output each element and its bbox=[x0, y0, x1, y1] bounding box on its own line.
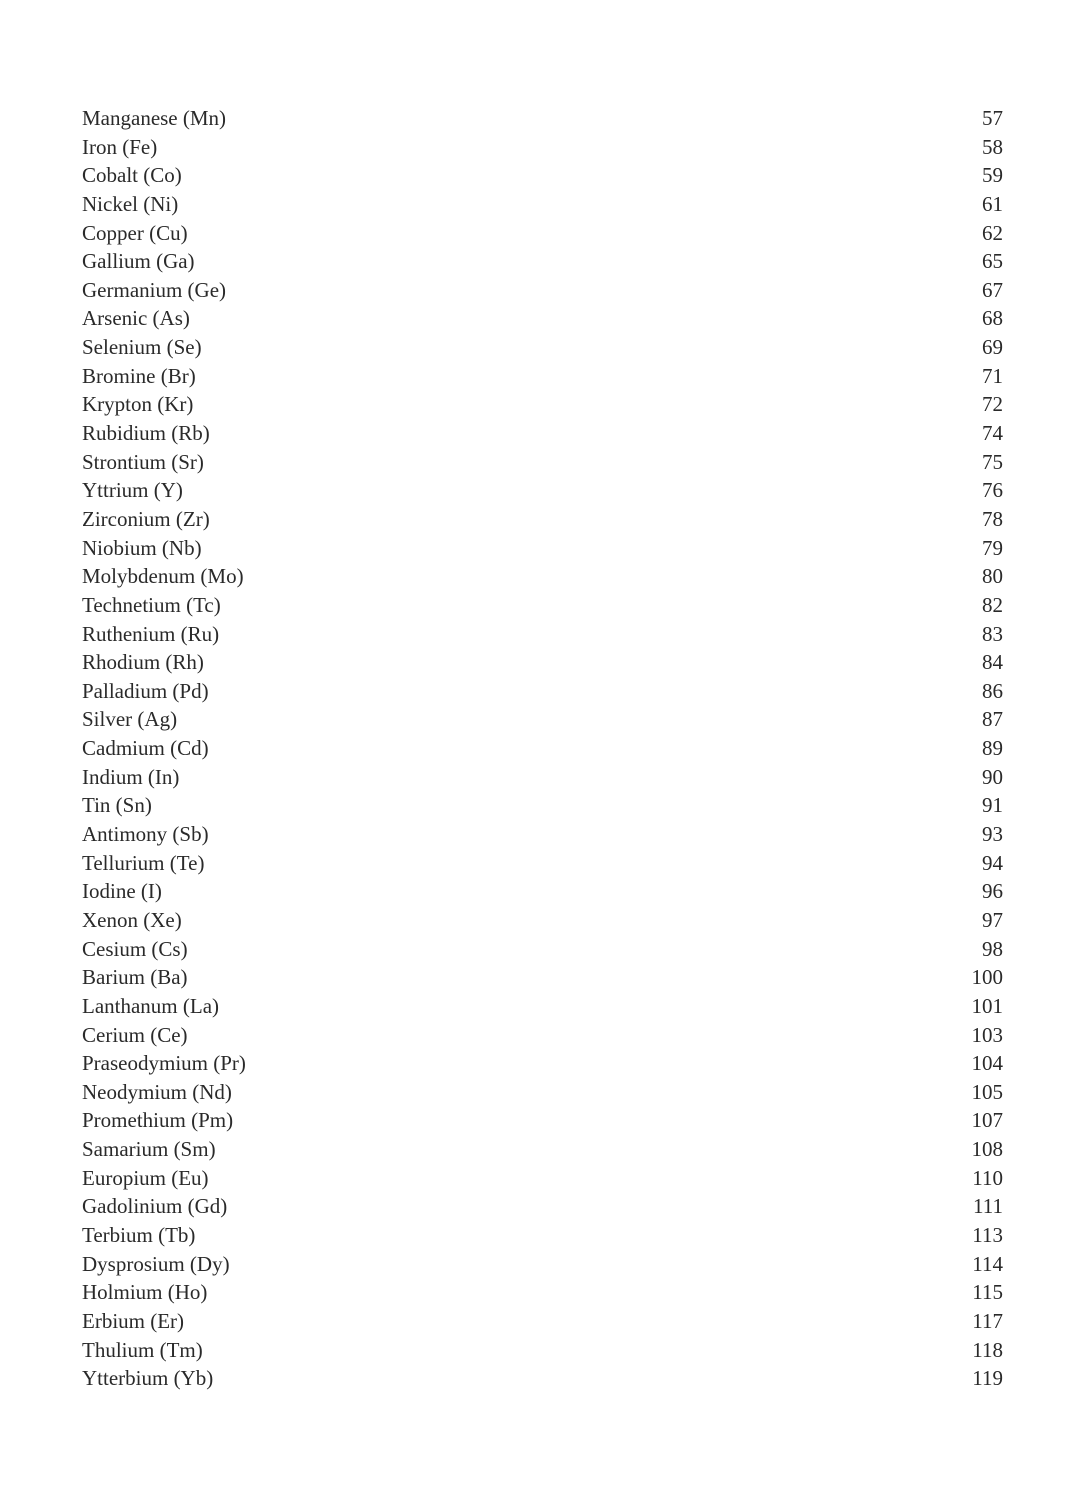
entry-name: Barium (Ba) bbox=[82, 965, 188, 990]
entry-name: Ruthenium (Ru) bbox=[82, 621, 220, 646]
toc-entry bbox=[82, 734, 1003, 763]
entry-name: Cadmium (Cd) bbox=[82, 736, 209, 761]
entry-name: Antimony (Sb) bbox=[82, 822, 209, 847]
entry-page-number: 96 bbox=[982, 879, 1003, 904]
toc-entry bbox=[82, 935, 1003, 964]
entry-page-number: 107 bbox=[971, 1108, 1003, 1133]
entry-name: Yttrium (Y) bbox=[82, 478, 183, 503]
entry-page-number: 65 bbox=[982, 249, 1003, 274]
entry-page-number: 117 bbox=[972, 1308, 1003, 1333]
toc-entry bbox=[82, 448, 1003, 477]
entry-name: Praseodymium (Pr) bbox=[82, 1051, 246, 1076]
toc-entry bbox=[82, 1049, 1003, 1078]
entry-page-number: 83 bbox=[982, 621, 1003, 646]
toc-entry bbox=[82, 1307, 1003, 1336]
entry-name: Technetium (Tc) bbox=[82, 592, 221, 617]
toc-entry bbox=[82, 1106, 1003, 1135]
toc-entry bbox=[82, 190, 1003, 219]
entry-name: Tellurium (Te) bbox=[82, 850, 205, 875]
entry-name: Erbium (Er) bbox=[82, 1308, 185, 1333]
entry-page-number: 113 bbox=[972, 1222, 1003, 1247]
entry-page-number: 68 bbox=[982, 306, 1003, 331]
toc-entry bbox=[82, 161, 1003, 190]
entry-name: Gadolinium (Gd) bbox=[82, 1194, 228, 1219]
entry-page-number: 111 bbox=[973, 1194, 1003, 1219]
entry-name: Bromine (Br) bbox=[82, 363, 196, 388]
entry-page-number: 91 bbox=[982, 793, 1003, 818]
entry-page-number: 89 bbox=[982, 736, 1003, 761]
entry-page-number: 101 bbox=[971, 993, 1003, 1018]
toc-entry bbox=[82, 1192, 1003, 1221]
entry-page-number: 114 bbox=[972, 1251, 1003, 1276]
toc-entry bbox=[82, 1336, 1003, 1365]
entry-page-number: 110 bbox=[972, 1165, 1003, 1190]
entry-page-number: 69 bbox=[982, 335, 1003, 360]
entry-name: Terbium (Tb) bbox=[82, 1222, 196, 1247]
entry-name: Thulium (Tm) bbox=[82, 1337, 203, 1362]
toc-entry bbox=[82, 1164, 1003, 1193]
entry-page-number: 62 bbox=[982, 220, 1003, 245]
toc-entry bbox=[82, 362, 1003, 391]
entry-page-number: 118 bbox=[972, 1337, 1003, 1362]
entry-name: Holmium (Ho) bbox=[82, 1280, 208, 1305]
toc-entry bbox=[82, 648, 1003, 677]
entry-page-number: 115 bbox=[972, 1280, 1003, 1305]
toc-entry bbox=[82, 304, 1003, 333]
table-of-contents bbox=[82, 104, 1003, 1393]
toc-entry bbox=[82, 1250, 1003, 1279]
entry-page-number: 72 bbox=[982, 392, 1003, 417]
entry-name: Silver (Ag) bbox=[82, 707, 178, 732]
entry-name: Promethium (Pm) bbox=[82, 1108, 234, 1133]
entry-name: Indium (In) bbox=[82, 764, 180, 789]
toc-entry bbox=[82, 505, 1003, 534]
entry-name: Copper (Cu) bbox=[82, 220, 188, 245]
entry-page-number: 94 bbox=[982, 850, 1003, 875]
entry-page-number: 108 bbox=[971, 1137, 1003, 1162]
entry-name: Samarium (Sm) bbox=[82, 1137, 216, 1162]
toc-entry bbox=[82, 476, 1003, 505]
toc-entry bbox=[82, 705, 1003, 734]
toc-entry bbox=[82, 247, 1003, 276]
entry-page-number: 75 bbox=[982, 449, 1003, 474]
entry-page-number: 93 bbox=[982, 822, 1003, 847]
entry-page-number: 119 bbox=[972, 1366, 1003, 1391]
entry-name: Neodymium (Nd) bbox=[82, 1079, 232, 1104]
entry-page-number: 86 bbox=[982, 678, 1003, 703]
entry-name: Lanthanum (La) bbox=[82, 993, 220, 1018]
entry-page-number: 103 bbox=[971, 1022, 1003, 1047]
entry-page-number: 57 bbox=[982, 106, 1003, 130]
entry-name: Palladium (Pd) bbox=[82, 678, 209, 703]
toc-entry bbox=[82, 390, 1003, 419]
toc-entry bbox=[82, 276, 1003, 305]
entry-name: Krypton (Kr) bbox=[82, 392, 194, 417]
toc-entry bbox=[82, 906, 1003, 935]
toc-entry bbox=[82, 820, 1003, 849]
toc-entry bbox=[82, 1078, 1003, 1107]
toc-entry bbox=[82, 1135, 1003, 1164]
entry-page-number: 59 bbox=[982, 163, 1003, 188]
entry-page-number: 104 bbox=[971, 1051, 1003, 1076]
toc-entry bbox=[82, 791, 1003, 820]
entry-page-number: 79 bbox=[982, 535, 1003, 560]
toc-entry bbox=[82, 963, 1003, 992]
entry-name: Cobalt (Co) bbox=[82, 163, 182, 188]
toc-entry bbox=[82, 849, 1003, 878]
entry-name: Arsenic (As) bbox=[82, 306, 190, 331]
entry-name: Nickel (Ni) bbox=[82, 191, 179, 216]
entry-page-number: 84 bbox=[982, 650, 1003, 675]
entry-page-number: 105 bbox=[971, 1079, 1003, 1104]
entry-name: Strontium (Sr) bbox=[82, 449, 204, 474]
toc-entry bbox=[82, 620, 1003, 649]
toc-entry bbox=[82, 763, 1003, 792]
toc-entry bbox=[82, 133, 1003, 162]
entry-page-number: 87 bbox=[982, 707, 1003, 732]
toc-entry bbox=[82, 534, 1003, 563]
entry-name: Gallium (Ga) bbox=[82, 249, 195, 274]
entry-name: Rubidium (Rb) bbox=[82, 421, 210, 446]
entry-page-number: 61 bbox=[982, 191, 1003, 216]
entry-name: Ytterbium (Yb) bbox=[82, 1366, 214, 1391]
entry-page-number: 78 bbox=[982, 506, 1003, 531]
entry-name: Cerium (Ce) bbox=[82, 1022, 188, 1047]
toc-entry bbox=[82, 877, 1003, 906]
entry-name: Dysprosium (Dy) bbox=[82, 1251, 230, 1276]
entry-name: Molybdenum (Mo) bbox=[82, 564, 244, 589]
entry-page-number: 100 bbox=[971, 965, 1003, 990]
toc-entry bbox=[82, 992, 1003, 1021]
entry-name: Rhodium (Rh) bbox=[82, 650, 204, 675]
toc-entry bbox=[82, 1221, 1003, 1250]
entry-name: Europium (Eu) bbox=[82, 1165, 209, 1190]
toc-entry bbox=[82, 104, 1003, 133]
entry-name: Iron (Fe) bbox=[82, 134, 158, 159]
entry-page-number: 80 bbox=[982, 564, 1003, 589]
entry-page-number: 82 bbox=[982, 592, 1003, 617]
toc-entry bbox=[82, 1021, 1003, 1050]
entry-page-number: 98 bbox=[982, 936, 1003, 961]
entry-name: Selenium (Se) bbox=[82, 335, 202, 360]
toc-entry bbox=[82, 1278, 1003, 1307]
entry-page-number: 97 bbox=[982, 907, 1003, 932]
entry-page-number: 67 bbox=[982, 277, 1003, 302]
toc-entry bbox=[82, 219, 1003, 248]
toc-entry bbox=[82, 333, 1003, 362]
entry-page-number: 74 bbox=[982, 421, 1003, 446]
entry-name: Iodine (I) bbox=[82, 879, 162, 904]
toc-entry bbox=[82, 419, 1003, 448]
toc-entry bbox=[82, 677, 1003, 706]
entry-page-number: 76 bbox=[982, 478, 1003, 503]
entry-page-number: 90 bbox=[982, 764, 1003, 789]
toc-entry bbox=[82, 1364, 1003, 1393]
entry-name: Manganese (Mn) bbox=[82, 106, 227, 130]
entry-name: Tin (Sn) bbox=[82, 793, 152, 818]
toc-entry bbox=[82, 562, 1003, 591]
toc-entry bbox=[82, 591, 1003, 620]
entry-name: Germanium (Ge) bbox=[82, 277, 227, 302]
entry-name: Niobium (Nb) bbox=[82, 535, 202, 560]
entry-name: Zirconium (Zr) bbox=[82, 506, 210, 531]
entry-name: Cesium (Cs) bbox=[82, 936, 188, 961]
entry-page-number: 58 bbox=[982, 134, 1003, 159]
entry-name: Xenon (Xe) bbox=[82, 907, 182, 932]
entry-page-number: 71 bbox=[982, 363, 1003, 388]
